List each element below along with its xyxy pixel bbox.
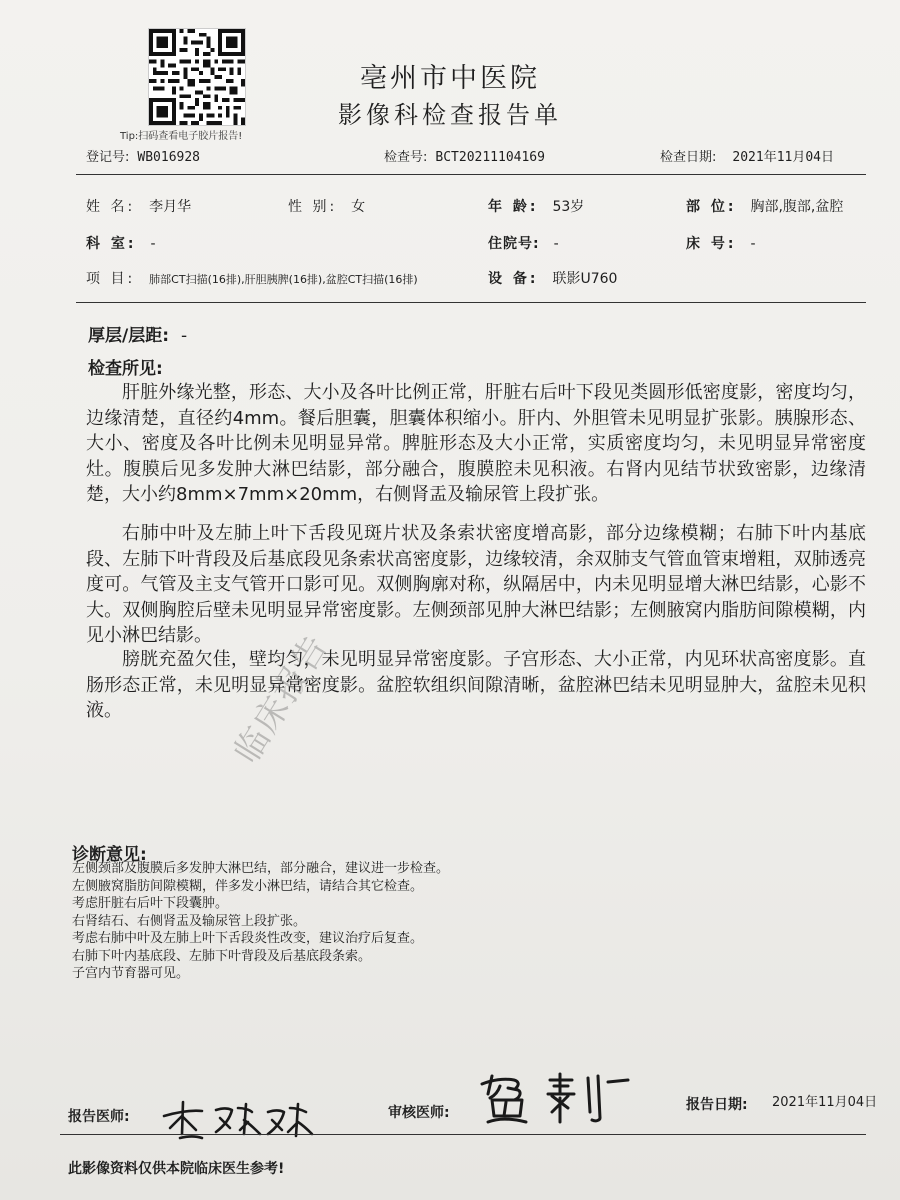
exam-device — [488, 268, 617, 288]
exam-date-label: 检查日期: — [660, 150, 717, 165]
exam-part-value: 胸部,腹部,盆腔 — [750, 199, 844, 215]
exam-date-value: 2021年11月04日 — [732, 150, 835, 165]
patient-name — [86, 196, 191, 216]
diagnosis-list — [72, 860, 449, 983]
inpatient-number — [488, 233, 559, 253]
patient-sex — [288, 196, 365, 216]
registration-label: 登记号: — [86, 150, 130, 165]
divider-top — [76, 174, 866, 175]
slice-thickness — [88, 321, 187, 346]
findings-paragraph-chest: 右肺中叶及左肺上叶下舌段见斑片状及条索状密度增高影，部分边缘模糊；右肺下叶内基底段、左肺下叶背段及后基底段见条索状高密度影，边缘较清，余双肺支气管血管束增粗，双肺透亮度可。气管及主支气管开口影可见。双侧胸廓对称，纵隔居中，内未见明显增大淋巴结影，心影不大。双侧胸腔后壁未见明显异常密度影。左侧颈部见肿大淋巴结影；左侧腋窝内脂肪间隙模糊，内见小淋巴结影。 — [86, 523, 866, 646]
department — [86, 233, 156, 253]
exam-number — [384, 146, 545, 165]
reviewer-signature — [478, 1072, 648, 1128]
exam-device-label: 设 备: — [488, 271, 539, 287]
divider-bottom — [60, 1134, 866, 1135]
diagnosis-heading: 诊断意见: — [72, 845, 147, 865]
exam-number-value: BCT20211104169 — [435, 150, 545, 165]
reviewer-label: 审核医师: — [388, 1105, 450, 1121]
patient-name-value: 李月华 — [149, 199, 192, 215]
diagnosis-line: 左侧腋窝脂肪间隙模糊，伴多发小淋巴结，请结合其它检查。 — [72, 878, 424, 894]
department-value: - — [150, 236, 156, 252]
diagnosis-line: 考虑肝脏右后叶下段囊肿。 — [72, 896, 229, 911]
divider-info — [76, 302, 866, 303]
footer-disclaimer: 此影像资料仅供本院临床医生参考! — [68, 1161, 285, 1177]
patient-sex-value: 女 — [351, 199, 366, 215]
slice-thickness-value: - — [180, 326, 188, 346]
hospital-name: 亳州市中医院 — [360, 63, 540, 94]
exam-items-label: 项 目: — [86, 271, 136, 287]
diagnosis-line: 子宫内节育器可见。 — [72, 966, 190, 981]
slice-thickness-label: 厚层/层距: — [88, 326, 170, 346]
registration-number — [86, 146, 200, 165]
patient-sex-label: 性 别: — [288, 199, 338, 215]
exam-number-label: 检查号: — [384, 150, 428, 165]
exam-device-value: 联影U760 — [552, 271, 618, 287]
bed-number-value: - — [750, 236, 756, 252]
inpatient-number-value: - — [553, 236, 559, 252]
exam-part-label: 部 位: — [686, 199, 737, 215]
report-date-label: 报告日期: — [686, 1097, 748, 1113]
exam-items — [86, 268, 418, 288]
patient-age — [488, 196, 584, 216]
report-doctor-label: 报告医师: — [68, 1109, 130, 1125]
diagnosis-line: 左侧颈部及腹膜后多发肿大淋巴结，部分融合，建议进一步检查。 — [72, 861, 450, 876]
patient-name-label: 姓 名: — [86, 199, 136, 215]
findings-paragraph-abdomen: 肝脏外缘光整，形态、大小及各叶比例正常，肝脏右后叶下段见类圆形低密度影，密度均匀，边缘清楚，直径约4mm。餐后胆囊，胆囊体积缩小。肝内、外胆管未见明显扩张影。胰腺形态、大小、密度及各叶比例未见明显异常。脾脏形态及大小正常，实质密度均匀，未见明显异常密度灶。腹膜后见多发肿大淋巴结影，部分融合，腹膜腔未见积液。右肾内见结节状致密影，边缘清楚，大小约8mm×7mm×20mm，右侧肾盂及输尿管上段扩张。 — [86, 382, 866, 505]
exam-date — [660, 146, 834, 165]
department-label: 科 室: — [86, 236, 137, 252]
report-title: 影像科检查报告单 — [338, 101, 562, 129]
handwritten-signature-icon — [478, 1072, 648, 1124]
bed-number — [686, 233, 756, 253]
exam-items-value: 肺部CT扫描(16排),肝胆胰脾(16排),盆腔CT扫描(16排) — [149, 273, 418, 286]
inpatient-number-label: 住院号: — [488, 236, 540, 252]
patient-age-label: 年 龄: — [488, 199, 539, 215]
patient-age-value: 53岁 — [552, 199, 585, 215]
diagnosis-line: 考虑右肺中叶及左肺上叶下舌段炎性改变，建议治疗后复查。 — [72, 931, 424, 946]
registration-value: WB016928 — [137, 150, 201, 165]
bed-number-label: 床 号: — [686, 236, 737, 252]
diagnosis-line: 右肾结石、右侧肾盂及输尿管上段扩张。 — [72, 913, 307, 929]
diagnosis-line: 右肺下叶内基底段、左肺下叶背段及后基底段条索。 — [72, 948, 372, 964]
qr-tip: Tip:扫码查看电子胶片报告! — [120, 131, 243, 142]
report-doctor-signature — [158, 1094, 318, 1146]
exam-part — [686, 196, 843, 216]
findings-heading: 检查所见: — [88, 359, 163, 379]
findings-paragraph-pelvis: 膀胱充盈欠佳，壁均匀，未见明显异常密度影。子宫形态、大小正常，内见环状高密度影。直肠形态正常，未见明显异常密度影。盆腔软组织间隙清晰，盆腔淋巴结未见明显肿大，盆腔未见积液。 — [86, 649, 866, 721]
report-date-value: 2021年11月04日 — [772, 1095, 878, 1110]
clinical-report-watermark: 临床报告 — [226, 627, 338, 771]
